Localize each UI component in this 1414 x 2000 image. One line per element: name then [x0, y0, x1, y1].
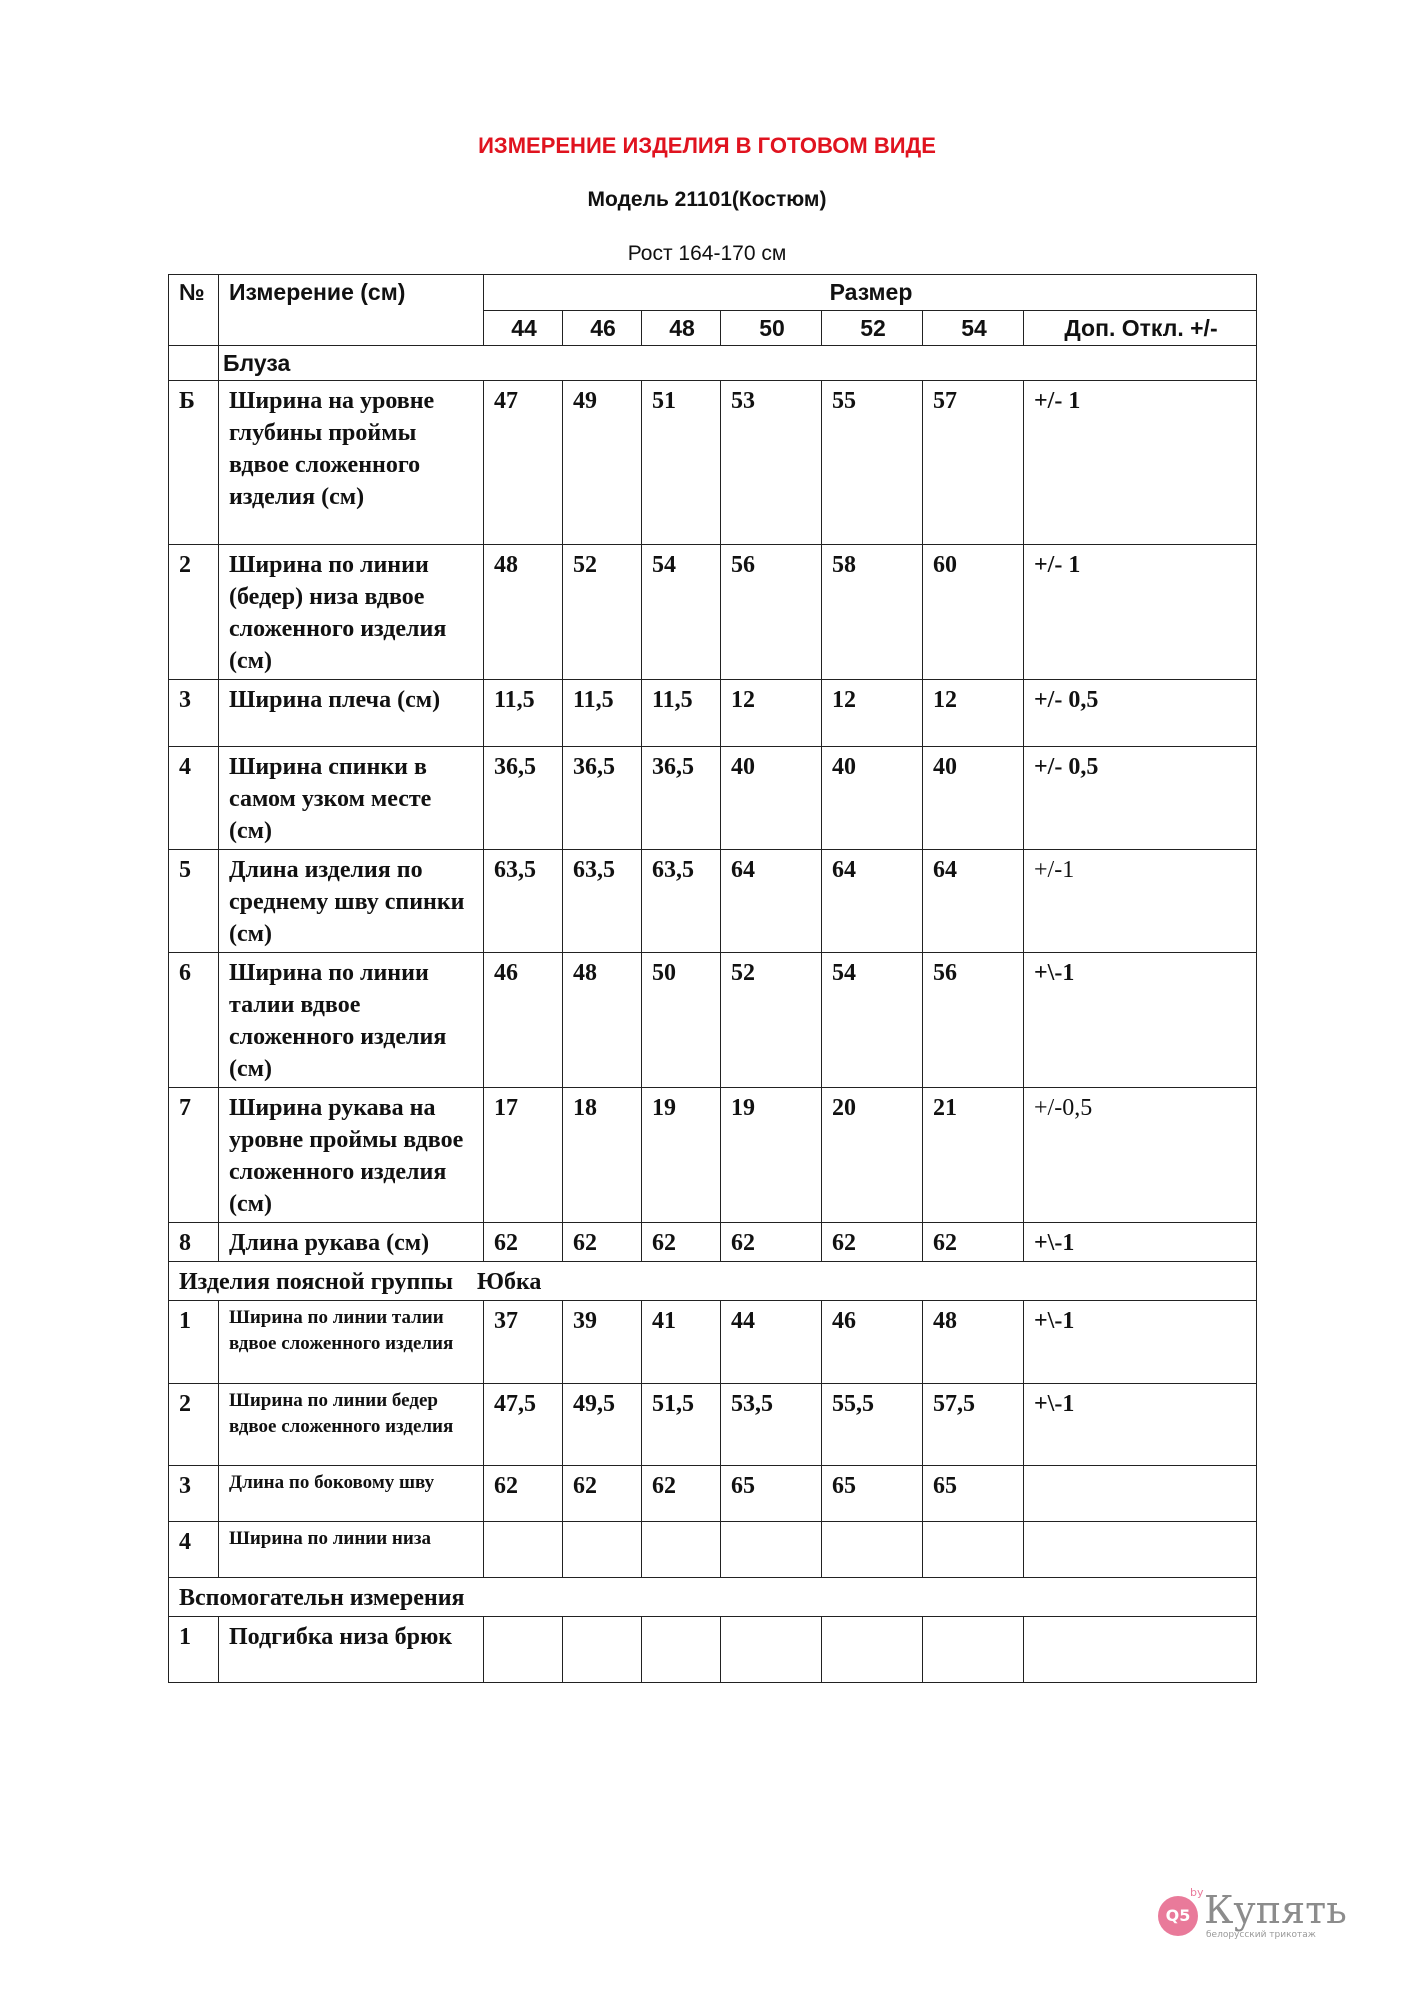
row-measure-label: Подгибка низа брюк: [219, 1617, 484, 1683]
row-tolerance: +/-1: [1024, 850, 1257, 953]
row-measure-label: Ширина на уровне глубины проймы вдвое сложенного изделия (см): [219, 381, 484, 545]
row-value: 48: [923, 1301, 1024, 1384]
watermark-badge: Q5: [1158, 1896, 1198, 1936]
row-tolerance: +/- 0,5: [1024, 747, 1257, 850]
row-measure-label: Ширина спинки в самом узком месте (см): [219, 747, 484, 850]
row-value: 48: [484, 545, 563, 680]
row-value: 12: [721, 680, 822, 747]
row-tolerance: +\-1: [1024, 953, 1257, 1088]
table-row: [169, 1088, 1257, 1223]
row-value: 62: [642, 1223, 721, 1262]
row-tolerance: [1024, 1522, 1257, 1578]
row-value: 11,5: [484, 680, 563, 747]
table-row: [169, 545, 1257, 680]
row-value: 55: [822, 381, 923, 545]
row-value: 19: [721, 1088, 822, 1223]
row-tolerance: +/- 1: [1024, 545, 1257, 680]
watermark-by: by: [1190, 1886, 1204, 1899]
height-label: Рост 164-170 см: [627, 242, 787, 265]
row-value: 62: [563, 1223, 642, 1262]
row-value: 40: [721, 747, 822, 850]
row-tolerance: [1024, 1617, 1257, 1683]
section-skirt-row: [169, 1262, 1257, 1301]
table-row: [169, 953, 1257, 1088]
row-value: 63,5: [563, 850, 642, 953]
section-skirt: Изделия поясной группы Юбка: [169, 1262, 1257, 1301]
row-value: [484, 1617, 563, 1683]
row-value: 46: [822, 1301, 923, 1384]
row-value: 48: [563, 953, 642, 1088]
row-measure-label: Длина по боковому шву: [219, 1466, 484, 1522]
row-measure-label: Длина рукава (см): [219, 1223, 484, 1262]
row-value: 21: [923, 1088, 1024, 1223]
row-value: 54: [642, 545, 721, 680]
row-value: 64: [822, 850, 923, 953]
row-tolerance: [1024, 1466, 1257, 1522]
row-value: 12: [822, 680, 923, 747]
row-value: 46: [484, 953, 563, 1088]
row-value: 12: [923, 680, 1024, 747]
row-value: 47,5: [484, 1384, 563, 1466]
row-measure-label: Ширина по линии (бедер) низа вдвое сложенного изделия (см): [219, 545, 484, 680]
row-value: 57,5: [923, 1384, 1024, 1466]
row-value: 58: [822, 545, 923, 680]
header-size-48: 48: [642, 311, 721, 346]
row-number: Б: [169, 381, 219, 545]
row-value: [484, 1522, 563, 1578]
header-size: Размер: [484, 275, 1257, 311]
header-row-1: [169, 275, 1257, 311]
row-measure-label: Ширина плеча (см): [219, 680, 484, 747]
row-number: 2: [169, 545, 219, 680]
row-value: 17: [484, 1088, 563, 1223]
header-size-46: 46: [563, 311, 642, 346]
row-value: 62: [563, 1466, 642, 1522]
row-value: 60: [923, 545, 1024, 680]
row-value: 62: [642, 1466, 721, 1522]
row-value: 56: [923, 953, 1024, 1088]
row-number: 7: [169, 1088, 219, 1223]
row-value: 64: [721, 850, 822, 953]
row-value: 37: [484, 1301, 563, 1384]
row-tolerance: +/- 0,5: [1024, 680, 1257, 747]
table-row: [169, 1522, 1257, 1578]
header-size-44: 44: [484, 311, 563, 346]
header-size-54: 54: [923, 311, 1024, 346]
row-value: 36,5: [484, 747, 563, 850]
measurement-table: [168, 274, 1257, 1683]
row-value: 62: [484, 1466, 563, 1522]
row-value: [642, 1617, 721, 1683]
section-blouse-spacer: [169, 346, 219, 381]
row-value: 11,5: [563, 680, 642, 747]
row-number: 4: [169, 747, 219, 850]
row-value: 18: [563, 1088, 642, 1223]
row-value: 63,5: [484, 850, 563, 953]
table-row: [169, 1617, 1257, 1683]
row-measure-label: Ширина по линии бедер вдвое сложенного изделия: [219, 1384, 484, 1466]
row-value: [923, 1617, 1024, 1683]
row-value: 41: [642, 1301, 721, 1384]
row-value: 55,5: [822, 1384, 923, 1466]
row-value: [822, 1617, 923, 1683]
document-title: ИЗМЕРЕНИЕ ИЗДЕЛИЯ В ГОТОВОМ ВИДЕ: [478, 133, 936, 158]
watermark-brand: Купять: [1204, 1888, 1347, 1932]
row-value: 65: [923, 1466, 1024, 1522]
row-value: 52: [721, 953, 822, 1088]
row-tolerance: +\-1: [1024, 1223, 1257, 1262]
row-tolerance: +/- 1: [1024, 381, 1257, 545]
header-size-50: 50: [721, 311, 822, 346]
row-value: 54: [822, 953, 923, 1088]
row-value: 49,5: [563, 1384, 642, 1466]
row-measure-label: Ширина по линии талии вдвое сложенного изделия: [219, 1301, 484, 1384]
section-blouse-row: [169, 346, 1257, 381]
header-tolerance: Доп. Откл. +/-: [1024, 311, 1257, 346]
section-aux: Вспомогательн измерения: [169, 1578, 1257, 1617]
row-value: [923, 1522, 1024, 1578]
row-value: 51,5: [642, 1384, 721, 1466]
row-measure-label: Ширина рукава на уровне проймы вдвое сложенного изделия (см): [219, 1088, 484, 1223]
watermark-logo: [1158, 1884, 1358, 1944]
table-row: [169, 1384, 1257, 1466]
row-number: 5: [169, 850, 219, 953]
row-value: 40: [822, 747, 923, 850]
row-tolerance: +/-0,5: [1024, 1088, 1257, 1223]
row-value: 39: [563, 1301, 642, 1384]
row-value: [642, 1522, 721, 1578]
table-row: [169, 747, 1257, 850]
row-value: 62: [721, 1223, 822, 1262]
row-value: [822, 1522, 923, 1578]
row-tolerance: +\-1: [1024, 1301, 1257, 1384]
table-row: [169, 680, 1257, 747]
row-value: 63,5: [642, 850, 721, 953]
row-value: 57: [923, 381, 1024, 545]
row-value: [721, 1617, 822, 1683]
row-value: [721, 1522, 822, 1578]
table-row: [169, 1466, 1257, 1522]
row-value: [563, 1617, 642, 1683]
row-value: 51: [642, 381, 721, 545]
row-value: 65: [721, 1466, 822, 1522]
row-value: 52: [563, 545, 642, 680]
row-number: 4: [169, 1522, 219, 1578]
row-measure-label: Длина изделия по среднему шву спинки (см): [219, 850, 484, 953]
row-number: 1: [169, 1617, 219, 1683]
row-number: 1: [169, 1301, 219, 1384]
row-value: 64: [923, 850, 1024, 953]
row-number: 3: [169, 680, 219, 747]
table-row: [169, 381, 1257, 545]
watermark-subtitle: белорусский трикотаж: [1206, 1930, 1316, 1940]
row-value: 49: [563, 381, 642, 545]
table-row: [169, 1301, 1257, 1384]
row-number: 3: [169, 1466, 219, 1522]
section-blouse: Блуза: [219, 346, 1257, 381]
row-value: 53: [721, 381, 822, 545]
row-value: 65: [822, 1466, 923, 1522]
row-number: 2: [169, 1384, 219, 1466]
row-value: 56: [721, 545, 822, 680]
header-measure: Измерение (см): [219, 275, 484, 346]
section-aux-row: [169, 1578, 1257, 1617]
model-label: Модель 21101(Костюм): [587, 188, 827, 211]
row-value: 11,5: [642, 680, 721, 747]
row-value: [563, 1522, 642, 1578]
row-value: 53,5: [721, 1384, 822, 1466]
row-value: 40: [923, 747, 1024, 850]
row-value: 44: [721, 1301, 822, 1384]
row-tolerance: +\-1: [1024, 1384, 1257, 1466]
header-size-52: 52: [822, 311, 923, 346]
row-value: 20: [822, 1088, 923, 1223]
header-num: №: [169, 275, 219, 346]
row-measure-label: Ширина по линии талии вдвое сложенного изделия (см): [219, 953, 484, 1088]
row-value: 47: [484, 381, 563, 545]
row-value: 50: [642, 953, 721, 1088]
row-value: 19: [642, 1088, 721, 1223]
table-row: [169, 850, 1257, 953]
row-measure-label: Ширина по линии низа: [219, 1522, 484, 1578]
row-value: 36,5: [642, 747, 721, 850]
row-number: 8: [169, 1223, 219, 1262]
row-value: 62: [484, 1223, 563, 1262]
row-value: 62: [822, 1223, 923, 1262]
row-value: 62: [923, 1223, 1024, 1262]
row-value: 36,5: [563, 747, 642, 850]
row-number: 6: [169, 953, 219, 1088]
table-row: [169, 1223, 1257, 1262]
